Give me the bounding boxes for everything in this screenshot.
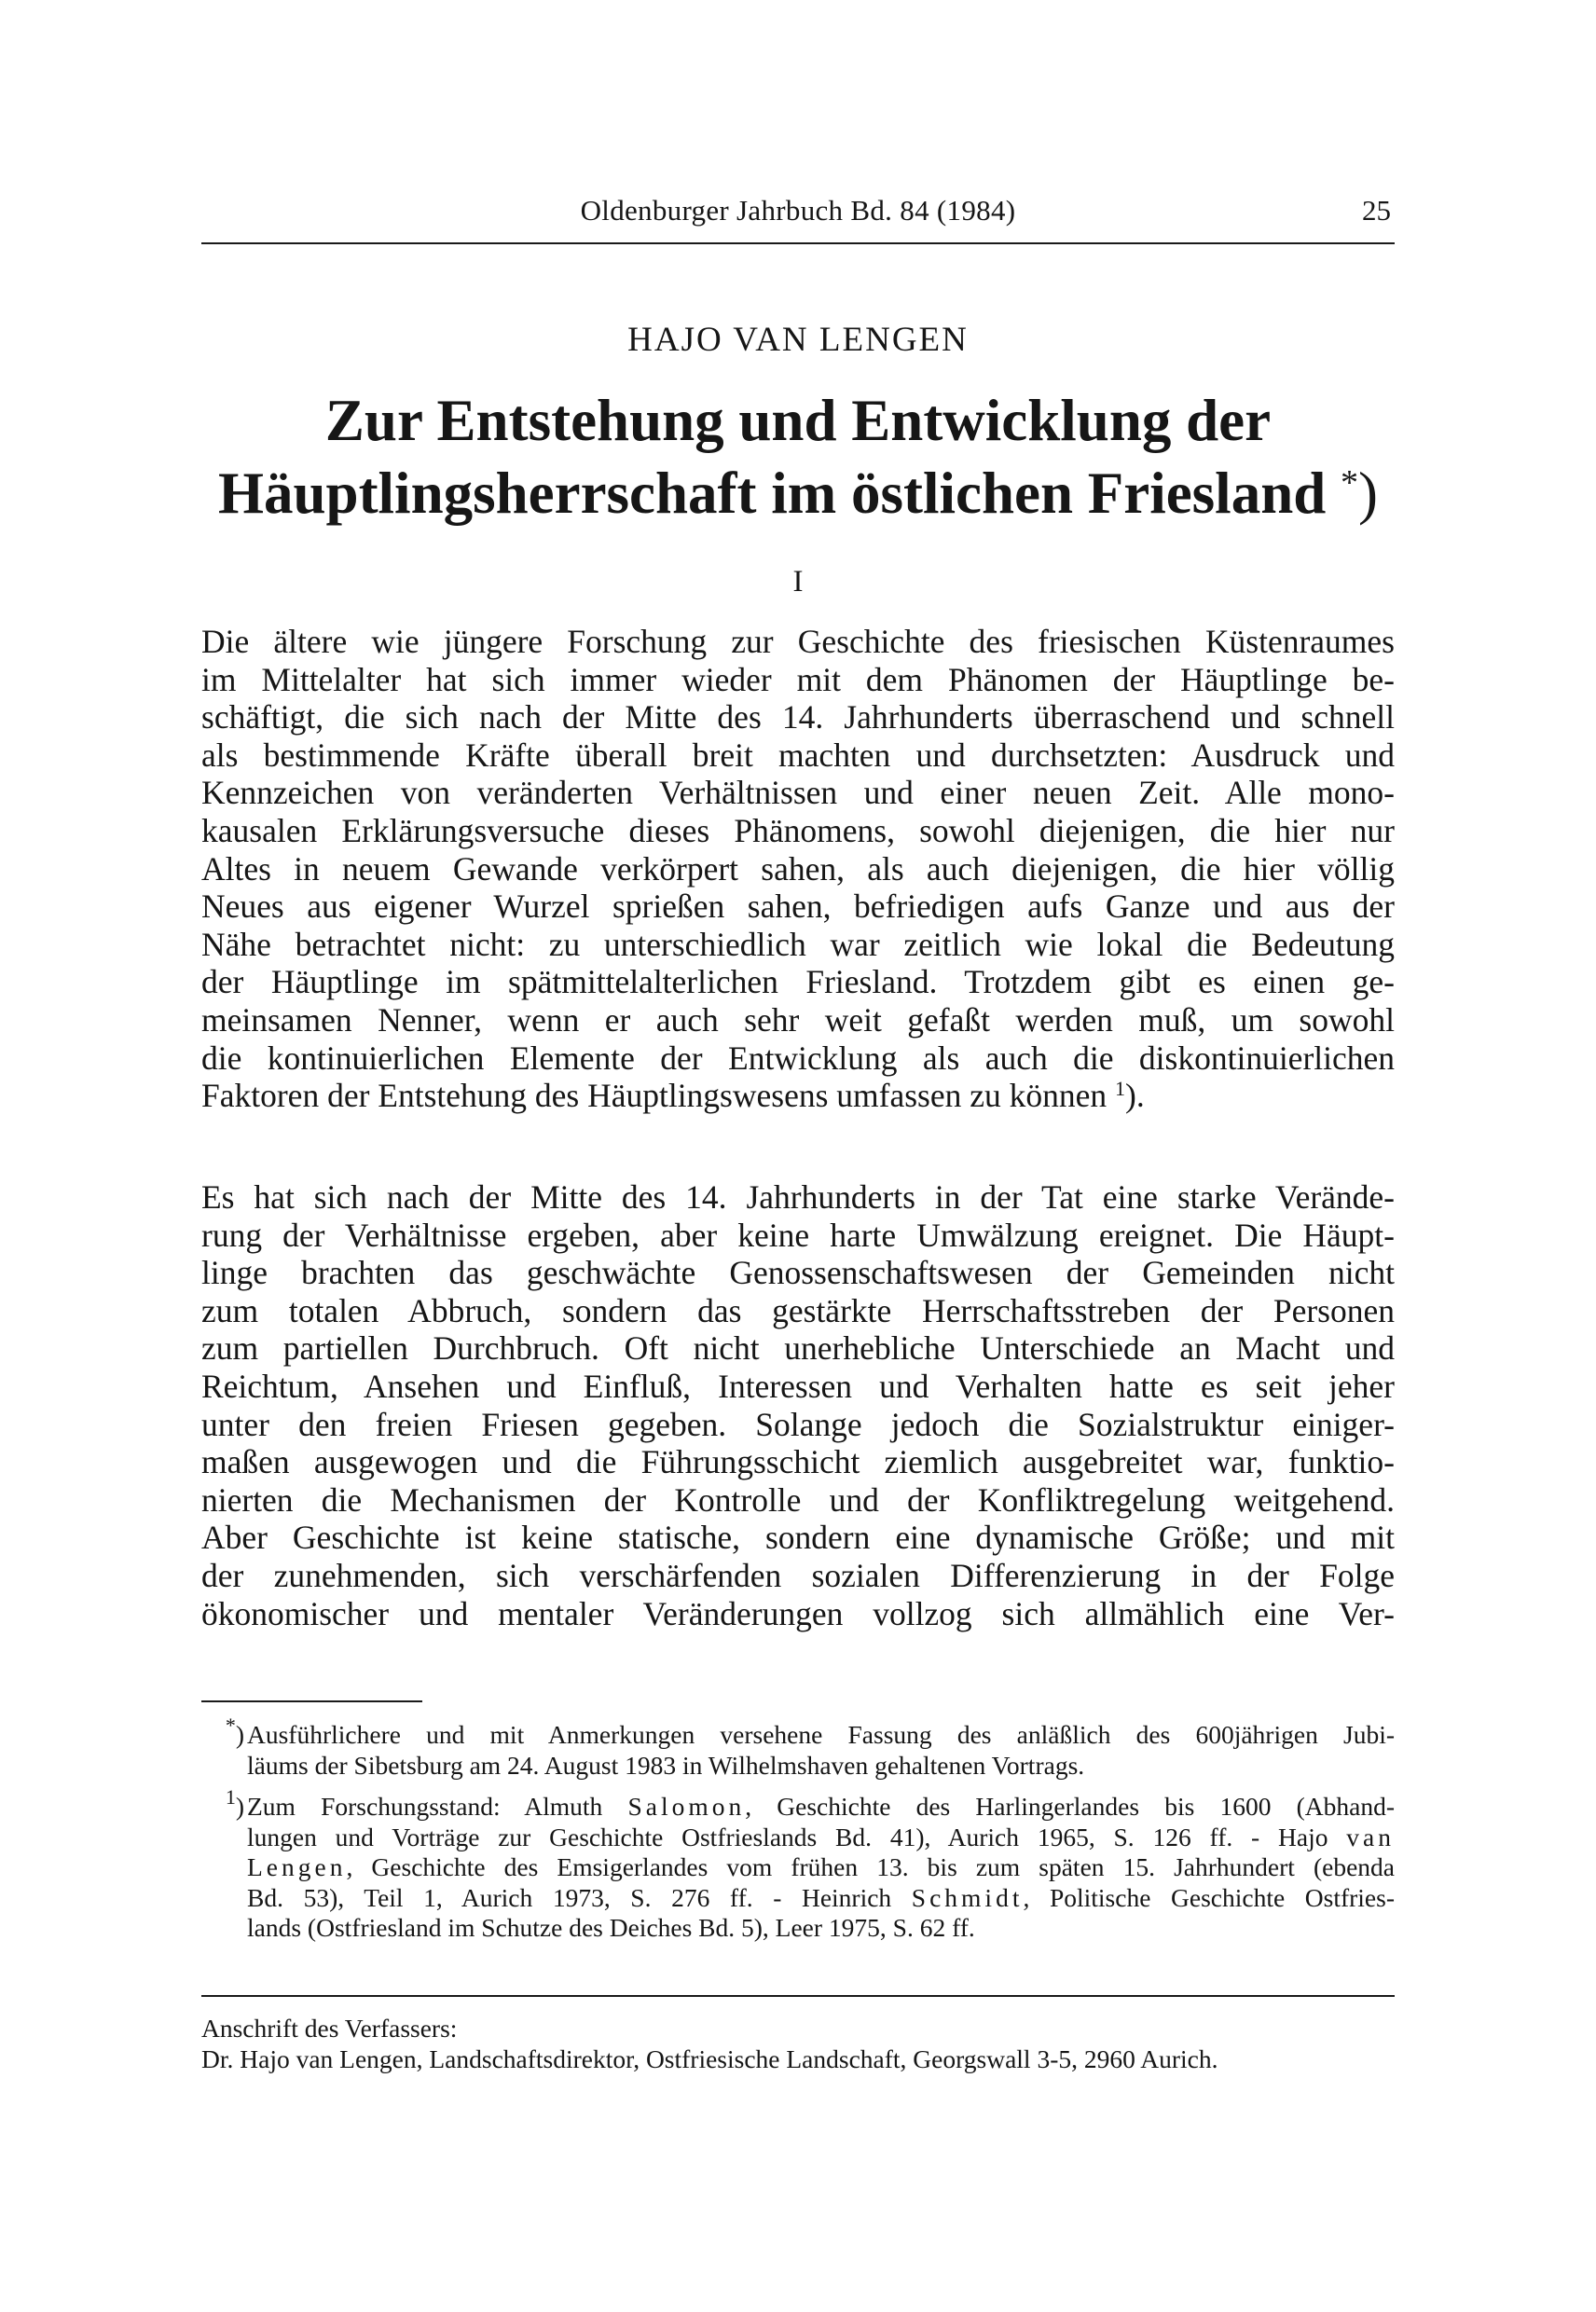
article-title [186,384,1410,538]
text-line: Die ältere wie jüngere Forschung zur Geschichte des friesischen Küstenraumes [201,623,1395,660]
address-divider [201,1995,1395,1997]
cited-author: Schmidt [911,1882,1024,1912]
text-line: Neues aus eigener Wurzel sprießen sahen, befriedigen aufs Ganze und aus der [201,888,1395,926]
footnote-span: Bd. 53), Teil 1, Aurich 1973, S. 276 ff. - Heinrich [247,1882,912,1912]
footnote-span: , Politische Geschichte Ostfries- [1023,1882,1395,1912]
cited-author: Lengen [247,1852,347,1881]
cited-author: Salomon [627,1792,746,1821]
footnote-line: läums der Sibetsburg am 24. August 1983 in Wilhelmshaven gehaltenen Vortrags. [247,1750,1085,1780]
text-line: kausalen Erklärungsversuche dieses Phänomens, sowohl diejenigen, die hier nur [201,811,1395,849]
footnote-text [247,1720,1395,1781]
author-name: HAJO VAN LENGEN [627,321,969,359]
footnote-ref-1[interactable]: 1 [1115,1077,1125,1101]
text-line: als bestimmende Kräfte überall breit machten und durchsetzten: Ausdruck und [201,736,1395,774]
text-line: der zunehmenden, sich verschärfenden sozialen Differenzierung in der Folge [201,1556,1395,1594]
text-line: linge brachten das geschwächte Genossenschaftswesen der Gemeinden nicht [201,1254,1395,1292]
title-line-2 [186,457,1410,538]
footnote-span: Zum Forschungsstand: Almuth [247,1792,628,1821]
footnote-line [247,1823,1395,1853]
running-header [201,190,1395,244]
footnote-divider [201,1700,422,1702]
footnote-line [247,1852,1395,1883]
title-line-2-text: Häuptlingsherrschaft im östlichen Friesland [218,461,1327,526]
footnote-line [247,1883,1395,1914]
text-line: zum partiellen Durchbruch. Oft nicht unerhebliche Unterschiede an Macht und [201,1329,1395,1368]
text-line: maßen ausgewogen und die Führungsschicht ziemlich ausgebreitet war, funktio- [201,1443,1395,1481]
footnote-mark-paren: ) [235,1792,244,1821]
title-line-1: Zur Entstehung und Entwicklung der [324,388,1272,453]
title-footnote-mark: * [1341,463,1359,502]
footnote-mark [201,1785,244,1822]
text-line-last [201,1077,1395,1115]
text-line: zum totalen Abbruch, sondern das gestärkte Herrschaftsstreben der Personen [201,1291,1395,1329]
text-line: ökonomischer und mentaler Veränderungen vollzog sich allmählich eine Ver- [201,1594,1395,1632]
footnote-span: , Geschichte des Harlingerlandes bis 1600 (Abhand- [745,1792,1396,1821]
text-line: im Mittelalter hat sich immer wieder mit dem Phänomen der Häuptlinge be- [201,660,1395,698]
journal-title: Oldenburger Jahrbuch Bd. 84 (1984) [580,194,1016,227]
address-label: Anschrift des Verfassers: [201,2014,458,2043]
paragraph-1 [201,623,1395,1115]
text-line: der Häuptlinge im spätmittelalterlichen Friesland. Trotzdem gibt es einen ge- [201,963,1395,1001]
footnote-span: lungen und Vorträge zur Geschichte Ostfrieslands Bd. 41), Aurich 1965, S. 126 ff. - Hajo [247,1822,1347,1851]
address-text: Dr. Hajo van Lengen, Landschaftsdirektor, Ostfriesische Landschaft, Georgswall 3-5, 2960 Aurich. [201,2044,1218,2073]
text-line: Reichtum, Ansehen und Einfluß, Interessen und Verhalten hatte es seit jeher [201,1367,1395,1405]
footnote-span: , Geschichte des Emsigerlandes vom frühen 13. bis zum späten 15. Jahrhundert (ebenda [346,1852,1395,1881]
author-address [201,2014,1404,2074]
title-footnote-paren: ) [1358,461,1378,526]
text-line: rung der Verhältnisse ergeben, aber keine harte Umwälzung ereignet. Die Häupt- [201,1216,1395,1254]
footnote-line: lands (Ostfriesland im Schutze des Deiches Bd. 5), Leer 1975, S. 62 ff. [247,1913,975,1942]
footnote-line: Ausführlichere und mit Anmerkungen versehene Fassung des anläßlich des 600jährigen Jubi- [247,1720,1395,1749]
text-line: Nähe betrachtet nicht: zu unterschiedlich war zeitlich wie lokal die Bedeutung [201,925,1395,963]
footnote-number: 1 [225,1785,236,1809]
text-line: meinsamen Nenner, wenn er auch sehr weit gefaßt werden muß, um sowohl [201,1000,1395,1039]
text-line: Es hat sich nach der Mitte des 14. Jahrhunderts in der Tat eine starke Verände- [201,1178,1395,1216]
text-line: unter den freien Friesen gegeben. Solange jedoch die Sozialstruktur einiger- [201,1405,1395,1443]
footnote-mark-paren: ) [235,1720,244,1749]
footnote-mark [201,1713,244,1750]
footnote-star-mark: * [225,1713,236,1737]
text-line: die kontinuierlichen Elemente der Entwicklung als auch die diskontinuierlichen [201,1039,1395,1077]
paragraph-2 [201,1178,1395,1632]
text-line: Altes in neuem Gewande verkörpert sahen, als auch diejenigen, die hier völlig [201,849,1395,888]
text-line: Aber Geschichte ist keine statische, sondern eine dynamische Größe; und mit [201,1519,1395,1557]
text-line: Kennzeichen von veränderten Verhältnissen und einer neuen Zeit. Alle mono- [201,774,1395,812]
section-number: I [792,565,804,599]
text-line: schäftigt, die sich nach der Mitte des 14. Jahrhunderts überraschend und schnell [201,698,1395,736]
text-line: nierten die Mechanismen der Kontrolle und der Konfliktregelung weitgehend. [201,1480,1395,1519]
footnote-text [247,1792,1395,1944]
text-line: Faktoren der Entstehung des Häuptlingswesens umfassen zu können [201,1077,1108,1115]
line-end: ). [1125,1077,1145,1115]
footnote-line [247,1792,1395,1823]
cited-author: van [1346,1822,1395,1851]
page-number: 25 [1362,194,1391,227]
